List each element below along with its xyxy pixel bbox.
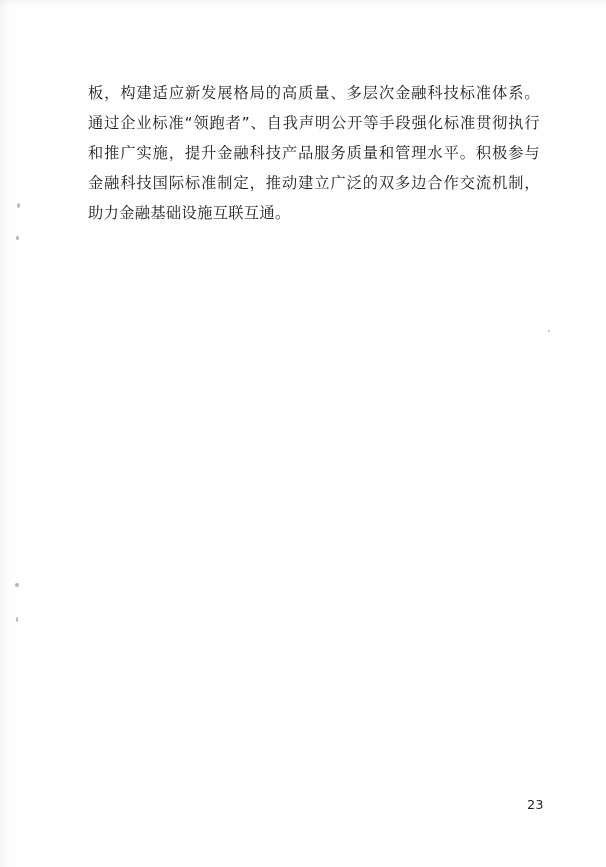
scan-speck	[15, 583, 19, 587]
page-left-edge-shading	[0, 0, 10, 867]
scan-speck	[17, 203, 20, 208]
scan-speck	[16, 236, 19, 240]
scan-speck	[548, 330, 550, 332]
page-top-edge-shading	[0, 0, 606, 8]
body-text-block	[88, 78, 540, 228]
scan-speck	[16, 617, 18, 622]
page-number: 23	[527, 797, 544, 812]
body-paragraph: 板，构建适应新发展格局的高质量、多层次金融科技标准体系。通过企业标准“领跑者”、自我声明公开等手段强化标准贯彻执行和推广实施，提升金融科技产品服务质量和管理水平。积极参与金融科技国际标准制定，推动建立广泛的双多边合作交流机制，助力金融基础设施互联互通。	[88, 84, 540, 222]
